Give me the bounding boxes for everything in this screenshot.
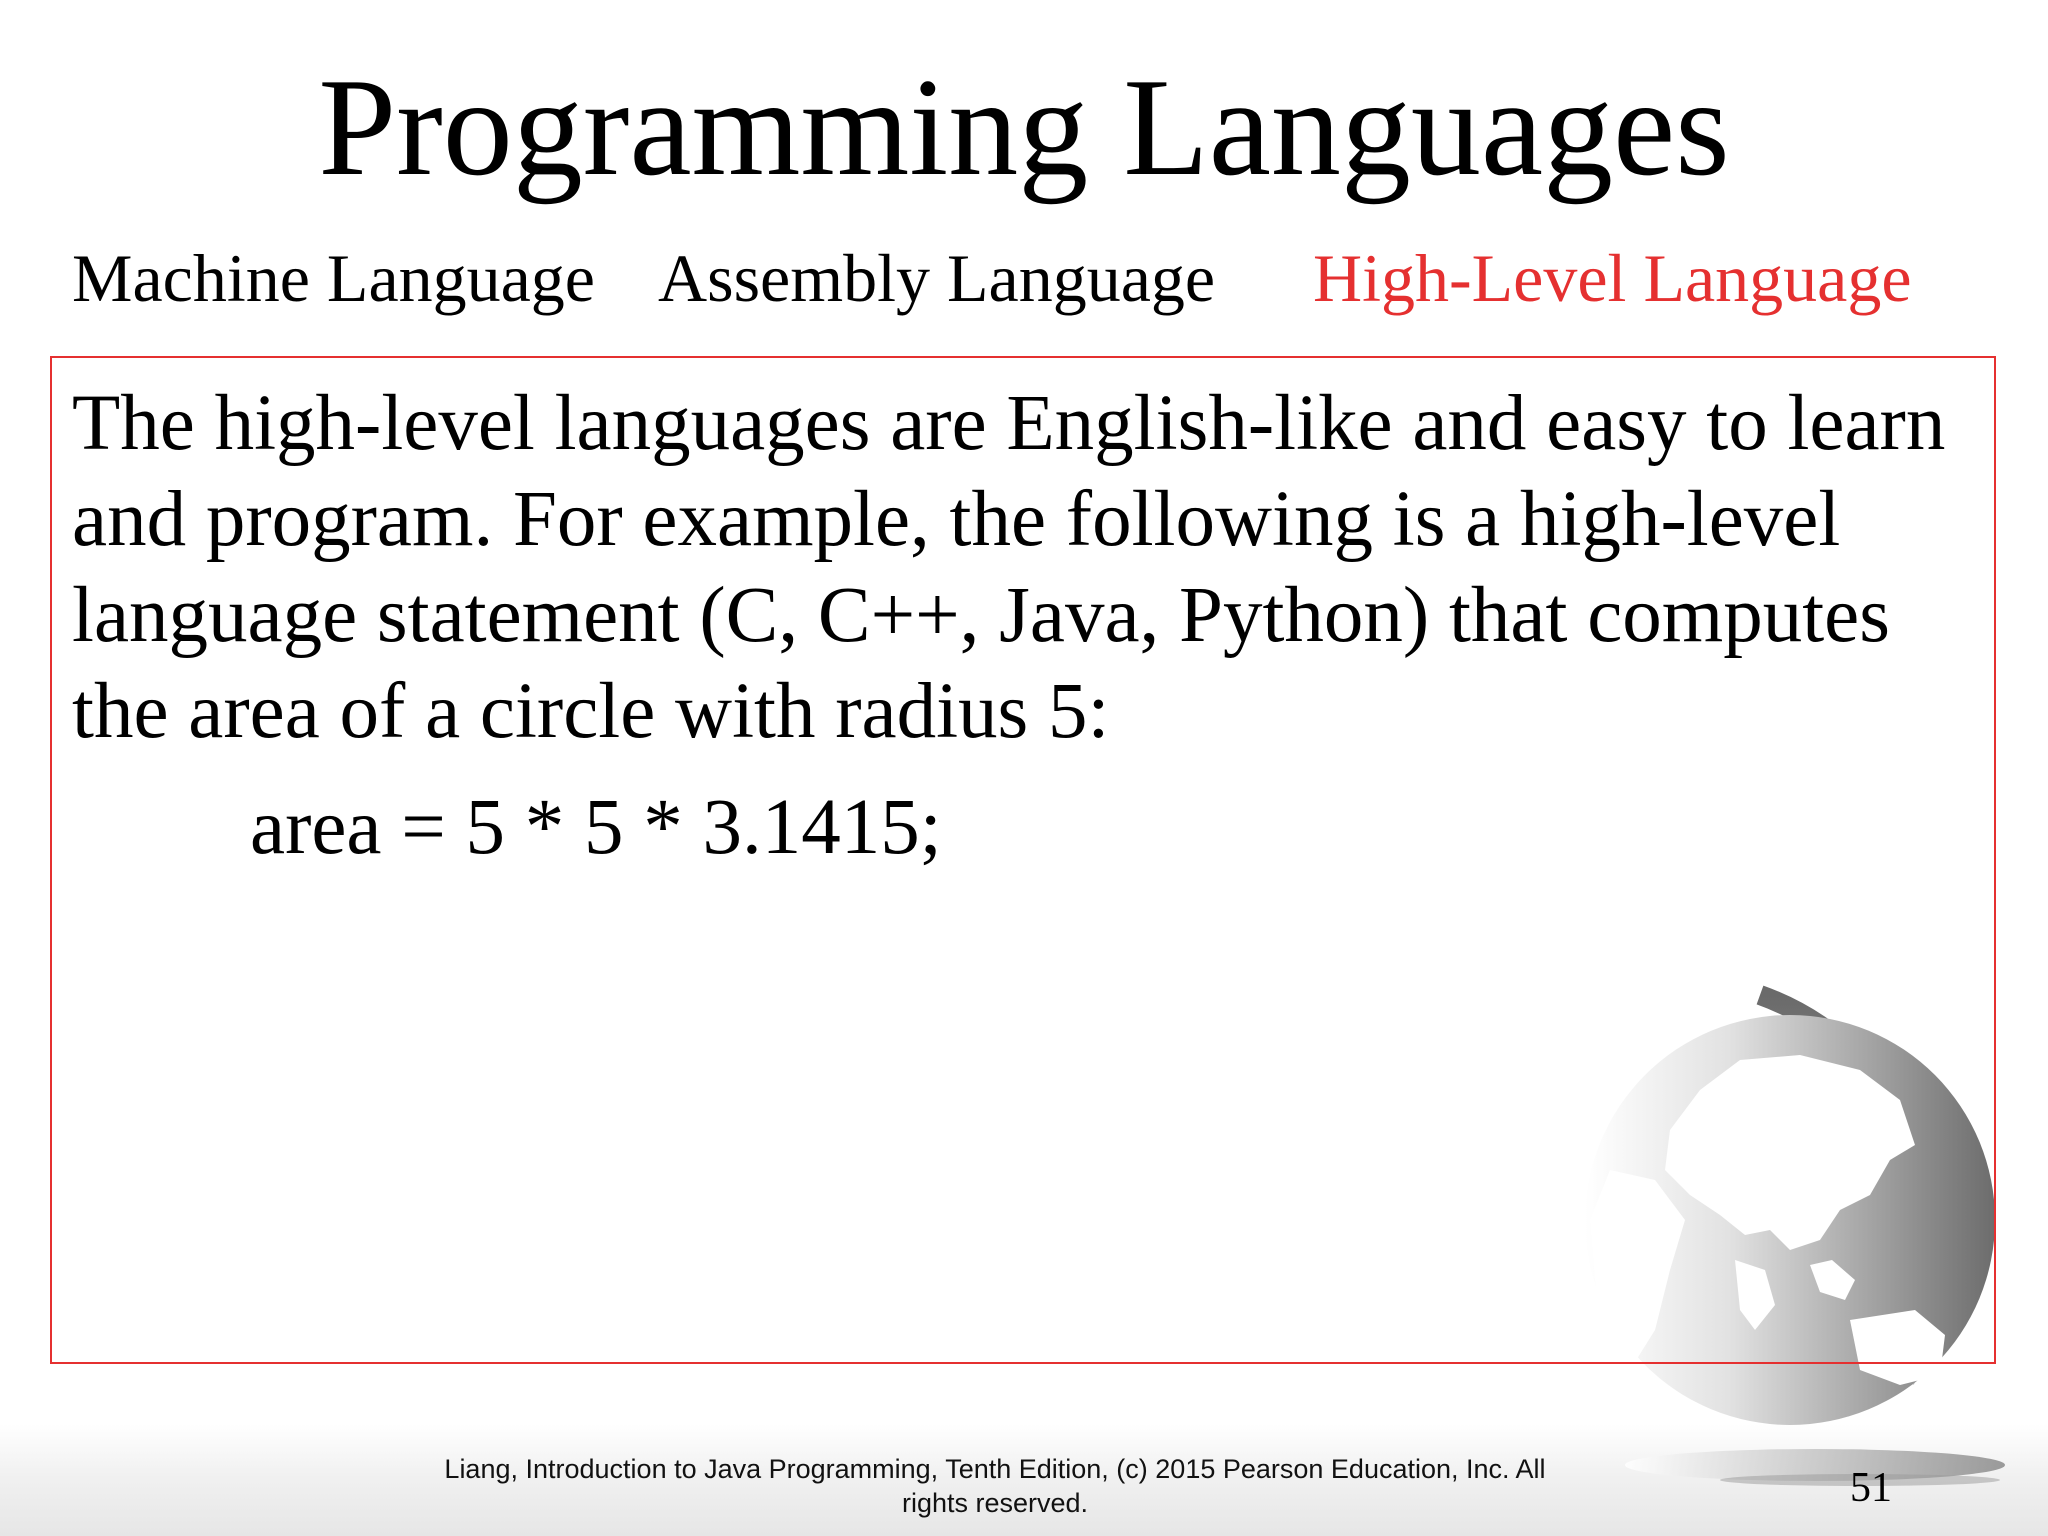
footer-copyright [400,1452,1590,1520]
body-paragraph [72,376,1972,760]
code-statement: area = 5 * 5 * 3.1415; [250,784,942,871]
footer-line: rights reserved. [901,1488,1089,1518]
body-line: The high-level languages are English-like and easy to learn [72,380,1946,467]
footer-line: Liang, Introduction to Java Programming, Tenth Edition, (c) 2015 Pearson Education, Inc. All [444,1454,1546,1484]
slide-title: Programming Languages [318,50,1730,205]
body-line: the area of a circle with radius 5: [72,668,1110,755]
tab-assembly-language: Assembly Language [658,240,1216,316]
page-number: 51 [1850,1465,1892,1511]
tab-machine-language: Machine Language [72,240,595,316]
tab-high-level-language: High-Level Language [1313,240,1912,316]
body-line: and program. For example, the following is a high-level [72,476,1841,563]
body-line: language statement (C, C++, Java, Python) that computes [72,572,1890,659]
